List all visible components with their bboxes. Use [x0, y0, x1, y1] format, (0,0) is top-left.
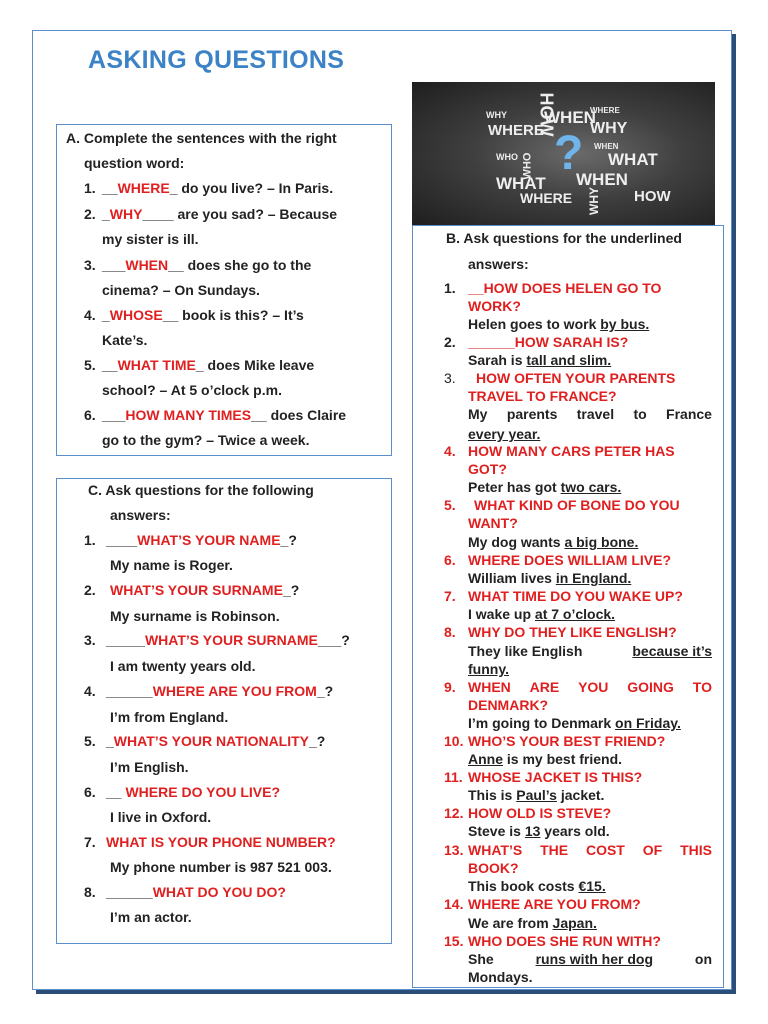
section-b-answer-3: My parents travel to France	[468, 406, 712, 422]
item-number: 5.	[84, 733, 96, 749]
image-word: WHERE	[590, 106, 620, 115]
item-number: 1.	[84, 532, 96, 548]
section-a-item-2: _WHY____ are you sad? – Because	[102, 206, 338, 222]
item-number: 11.	[444, 769, 463, 785]
section-b-answer-1: Helen goes to work by bus.	[468, 316, 650, 332]
image-word: WHEN	[576, 170, 628, 189]
section-b-q-6: WHERE DOES WILLIAM LIVE?	[468, 552, 671, 568]
section-b-answer-15-cont: Mondays.	[468, 969, 533, 985]
item-number: 8.	[444, 624, 456, 640]
section-c-item-1: ____WHAT’S YOUR NAME_?	[106, 532, 297, 548]
item-number: 13.	[444, 842, 464, 858]
item-number: 2.	[84, 582, 96, 598]
section-b-answer-2: Sarah is tall and slim.	[468, 352, 612, 368]
section-b-q-5-cont: WANT?	[468, 515, 518, 531]
image-word: WHY	[486, 110, 507, 120]
item-number: 7.	[444, 588, 456, 604]
section-b-answer-15: She runs with her dog on	[468, 951, 712, 967]
item-number: 14.	[444, 896, 464, 912]
section-b-q-8: WHY DO THEY LIKE ENGLISH?	[468, 624, 677, 640]
section-b-q-10: WHO’S YOUR BEST FRIEND?	[468, 733, 666, 749]
section-b-answer-5: My dog wants a big bone.	[468, 534, 639, 550]
image-word: HOW	[634, 188, 671, 205]
item-number: 3.	[84, 257, 96, 273]
item-number: 2.	[84, 206, 96, 222]
image-word: WHEN	[544, 108, 596, 127]
section-b-heading: B. Ask questions for the underlined	[446, 230, 682, 246]
section-c-item-3: _____WHAT’S YOUR SURNAME___?	[106, 632, 350, 648]
section-b-q-14: WHERE ARE YOU FROM?	[468, 896, 641, 912]
section-b-q-12: HOW OLD IS STEVE?	[468, 805, 612, 821]
section-b-q-7: WHAT TIME DO YOU WAKE UP?	[468, 588, 683, 604]
section-a-item-6: ___HOW MANY TIMES__ does Claire	[102, 407, 347, 423]
section-b-answer-6: William lives in England.	[468, 570, 632, 586]
image-word: WHO	[521, 152, 534, 180]
item-number: 6.	[84, 784, 96, 800]
item-number: 4.	[444, 443, 456, 459]
section-c-item-2: WHAT’S YOUR SURNAME_?	[110, 582, 300, 598]
section-b-q-9: WHEN ARE YOU GOING TO	[468, 679, 712, 695]
section-b-answer-4: Peter has got two cars.	[468, 479, 622, 495]
section-c-reply-8: I’m an actor.	[110, 909, 192, 925]
section-c-item-4: ______WHERE ARE YOU FROM_?	[106, 683, 334, 699]
section-a-item-3-cont: cinema? – On Sundays.	[102, 282, 260, 298]
item-number: 12.	[444, 805, 464, 821]
item-number: 9.	[444, 679, 456, 695]
section-a-heading-cont: question word:	[84, 155, 185, 171]
section-c-reply-4: I’m from England.	[110, 709, 229, 725]
section-a-item-6-cont: go to the gym? – Twice a week.	[102, 432, 310, 448]
section-b-q-2: ______HOW SARAH IS?	[468, 334, 629, 350]
section-c-item-7: WHAT IS YOUR PHONE NUMBER?	[106, 834, 336, 850]
item-number: 1.	[84, 180, 96, 196]
section-b-q-5: WHAT KIND OF BONE DO YOU	[474, 497, 680, 513]
item-number: 7.	[84, 834, 96, 850]
section-b-answer-7: I wake up at 7 o’clock.	[468, 606, 616, 622]
section-b-q-9-cont: DENMARK?	[468, 697, 549, 713]
section-a-item-4-cont: Kate’s.	[102, 332, 148, 348]
item-number: 10.	[444, 733, 464, 749]
image-word: WHY	[587, 187, 601, 215]
section-b-q-4-cont: GOT?	[468, 461, 507, 477]
section-a-item-1: __WHERE_ do you live? – In Paris.	[102, 180, 334, 196]
section-b-q-3: HOW OFTEN YOUR PARENTS	[476, 370, 676, 386]
image-word: WHAT	[608, 150, 658, 169]
section-c-reply-2: My surname is Robinson.	[110, 608, 280, 624]
section-a-heading: A. Complete the sentences with the right	[66, 130, 337, 146]
section-a-item-2-cont: my sister is ill.	[102, 231, 199, 247]
section-c-heading-cont: answers:	[110, 507, 171, 523]
image-word: WHY	[590, 120, 628, 137]
section-c-heading: C. Ask questions for the following	[88, 482, 314, 498]
section-b-q-13: WHAT’S THE COST OF THIS	[468, 842, 712, 858]
item-number: 4.	[84, 307, 96, 323]
section-c-item-8: ______WHAT DO YOU DO?	[106, 884, 286, 900]
item-number: 5.	[84, 357, 96, 373]
item-number: 4.	[84, 683, 96, 699]
item-number: 1.	[444, 280, 456, 296]
section-c-reply-6: I live in Oxford.	[110, 809, 212, 825]
image-word: HOW	[536, 92, 557, 137]
section-a-item-3: ___WHEN__ does she go to the	[102, 257, 312, 273]
section-b-answer-3-cont: every year.	[468, 426, 541, 442]
section-b-q-4: HOW MANY CARS PETER HAS	[468, 443, 675, 459]
item-number: 5.	[444, 497, 456, 513]
item-number: 8.	[84, 884, 96, 900]
question-mark-icon: ?	[554, 127, 584, 180]
section-b-q-13-cont: BOOK?	[468, 860, 519, 876]
section-b-answer-11: This is Paul’s jacket.	[468, 787, 605, 803]
item-number: 6.	[444, 552, 456, 568]
section-b-answer-13: This book costs €15.	[468, 878, 606, 894]
question-words-image	[412, 82, 715, 225]
item-number: 3.	[444, 370, 456, 386]
item-number: 15.	[444, 933, 464, 949]
section-b-q-3-cont: TRAVEL TO FRANCE?	[468, 388, 617, 404]
section-b-q-1: __HOW DOES HELEN GO TO	[468, 280, 662, 296]
section-c-reply-1: My name is Roger.	[110, 557, 233, 573]
section-c-reply-7: My phone number is 987 521 003.	[110, 859, 332, 875]
section-c-reply-3: I am twenty years old.	[110, 658, 256, 674]
section-b-answer-14: We are from Japan.	[468, 915, 597, 931]
item-number: 6.	[84, 407, 96, 423]
section-a-item-5-cont: school? – At 5 o’clock p.m.	[102, 382, 282, 398]
section-b-answer-8-cont: funny.	[468, 661, 509, 677]
section-b-heading-cont: answers:	[468, 256, 529, 272]
section-c-reply-5: I’m English.	[110, 759, 189, 775]
section-b-answer-10: Anne is my best friend.	[468, 751, 623, 767]
image-word: WHAT	[496, 174, 546, 193]
section-c-item-5: _WHAT’S YOUR NATIONALITY_?	[106, 733, 326, 749]
section-b-q-15: WHO DOES SHE RUN WITH?	[468, 933, 661, 949]
section-b-q-1-cont: WORK?	[468, 298, 521, 314]
item-number: 3.	[84, 632, 96, 648]
section-b-answer-8: They like English because it’s	[468, 643, 712, 659]
section-a-item-4: _WHOSE__ book is this? – It’s	[102, 307, 304, 323]
section-c-item-6: __ WHERE DO YOU LIVE?	[106, 784, 281, 800]
image-word: WHO	[496, 152, 518, 162]
section-b-q-11: WHOSE JACKET IS THIS?	[468, 769, 643, 785]
section-b-answer-12: Steve is 13 years old.	[468, 823, 610, 839]
page-title: ASKING QUESTIONS	[88, 46, 345, 74]
image-word: WHEN	[594, 142, 619, 151]
item-number: 2.	[444, 334, 456, 350]
image-word: WHERE	[520, 190, 573, 206]
section-b-answer-9: I’m going to Denmark on Friday.	[468, 715, 681, 731]
image-word: WHERE	[488, 122, 544, 139]
section-a-item-5: __WHAT TIME_ does Mike leave	[102, 357, 315, 373]
